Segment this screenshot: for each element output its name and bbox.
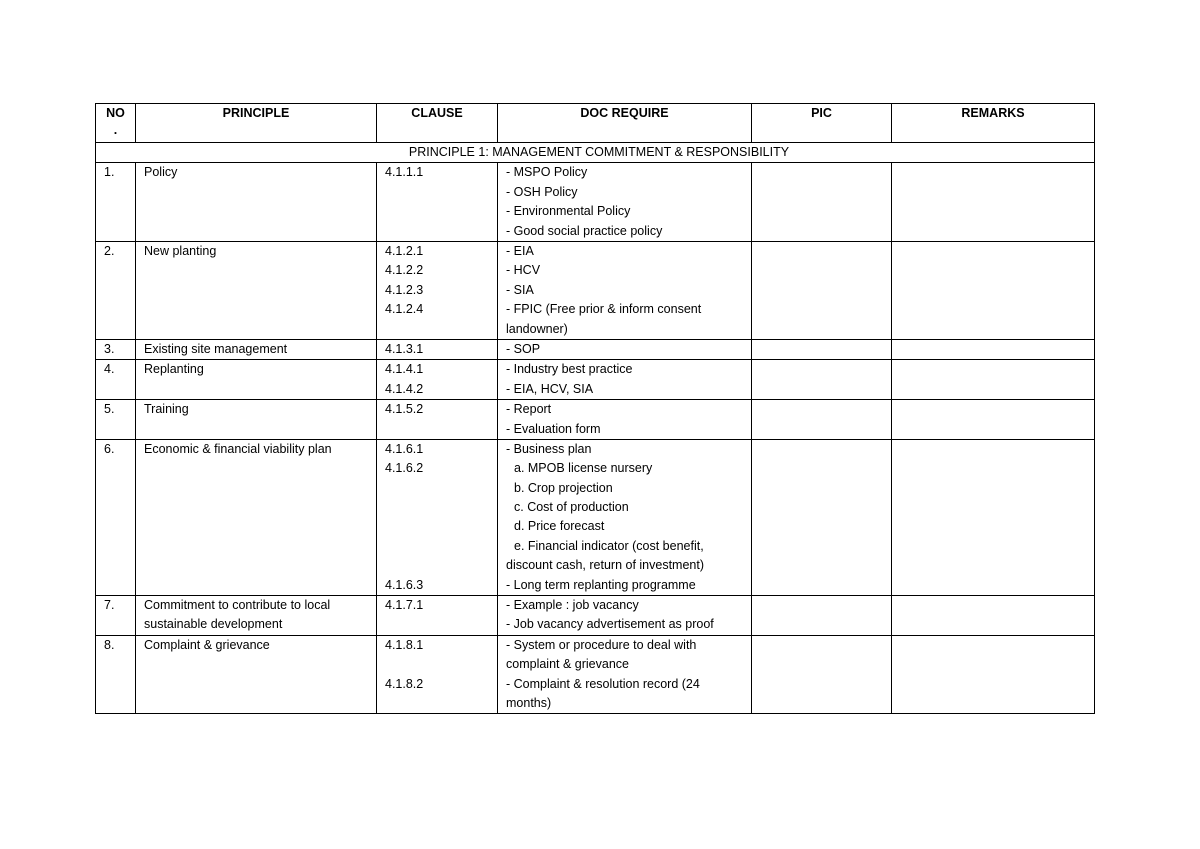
doc-item: - System or procedure to deal with	[506, 637, 697, 652]
doc-item: - SOP	[506, 341, 541, 356]
principle-text: New planting	[144, 243, 217, 258]
row-number: 6.	[96, 439, 136, 595]
header-remarks: REMARKS	[892, 104, 1095, 143]
remarks-cell	[892, 241, 1095, 339]
principle-cell	[136, 635, 377, 714]
remarks-cell	[892, 360, 1095, 400]
doc-item: - Job vacancy advertisement as proof	[506, 617, 714, 632]
principle-text: Policy	[144, 165, 178, 180]
principle-cell	[136, 360, 377, 400]
clause-number: 4.1.6.1	[385, 441, 424, 456]
header-row	[96, 104, 1095, 143]
table-row	[96, 635, 1095, 714]
doc-item: - Evaluation form	[506, 421, 601, 436]
clause-number: 4.1.5.2	[385, 402, 424, 417]
principle-cell	[136, 241, 377, 339]
clause-cell	[377, 360, 498, 400]
principle-text: Replanting	[144, 362, 204, 377]
doc-item: - Business plan	[506, 441, 592, 456]
doc-require-cell	[498, 339, 752, 359]
row-number: 3.	[96, 339, 136, 359]
doc-item: - EIA, HCV, SIA	[506, 381, 594, 396]
doc-item: - OSH Policy	[506, 184, 578, 199]
principle-text: Commitment to contribute to local	[144, 598, 331, 613]
clause-cell	[377, 339, 498, 359]
header-doc-require: DOC REQUIRE	[498, 104, 752, 143]
doc-require-cell	[498, 635, 752, 714]
section-title: PRINCIPLE 1: MANAGEMENT COMMITMENT & RESPONSIBILITY	[96, 143, 1095, 163]
clause-number: 4.1.8.1	[385, 637, 424, 652]
table-row	[96, 241, 1095, 339]
table-row	[96, 400, 1095, 440]
principle-text: Complaint & grievance	[144, 637, 270, 652]
clause-number: 4.1.2.4	[385, 302, 424, 317]
pic-cell	[752, 635, 892, 714]
row-number: 2.	[96, 241, 136, 339]
clause-cell	[377, 439, 498, 595]
doc-item: - Industry best practice	[506, 362, 633, 377]
clause-number: 4.1.3.1	[385, 341, 424, 356]
principle-text: Economic & financial viability plan	[144, 441, 332, 456]
clause-cell	[377, 635, 498, 714]
table-row	[96, 596, 1095, 636]
clause-number: 4.1.7.1	[385, 598, 424, 613]
doc-subitem: c. Cost of production	[514, 500, 629, 515]
row-number: 1.	[96, 163, 136, 242]
pic-cell	[752, 596, 892, 636]
clause-number: 4.1.6.2	[385, 461, 424, 476]
clause-gap	[385, 498, 497, 517]
clause-number: 4.1.2.3	[385, 282, 424, 297]
clause-number: 4.1.4.2	[385, 381, 424, 396]
doc-subitem: d. Price forecast	[514, 519, 605, 534]
pic-cell	[752, 339, 892, 359]
clause-number: 4.1.2.1	[385, 243, 424, 258]
clause-number: 4.1.6.3	[385, 577, 424, 592]
remarks-cell	[892, 163, 1095, 242]
clause-gap	[385, 479, 497, 498]
doc-item: - Environmental Policy	[506, 204, 631, 219]
clause-cell	[377, 241, 498, 339]
principle-text: sustainable development	[144, 617, 283, 632]
section-row	[96, 143, 1095, 163]
checklist-table	[95, 103, 1095, 714]
clause-gap	[385, 556, 497, 575]
table-row	[96, 163, 1095, 242]
doc-item: landowner)	[506, 321, 568, 336]
doc-item: - HCV	[506, 263, 541, 278]
header-no-dot: .	[113, 123, 118, 138]
doc-item: discount cash, return of investment)	[506, 558, 705, 573]
remarks-cell	[892, 439, 1095, 595]
doc-require-cell	[498, 241, 752, 339]
pic-cell	[752, 400, 892, 440]
pic-cell	[752, 439, 892, 595]
doc-item: - MSPO Policy	[506, 165, 588, 180]
principle-cell	[136, 163, 377, 242]
table-row	[96, 360, 1095, 400]
header-no-label: NO	[106, 106, 125, 120]
pic-cell	[752, 241, 892, 339]
doc-item: - SIA	[506, 282, 534, 297]
clause-number: 4.1.1.1	[385, 165, 424, 180]
remarks-cell	[892, 400, 1095, 440]
doc-item: - Good social practice policy	[506, 223, 663, 238]
table-row	[96, 439, 1095, 595]
doc-item: - Long term replanting programme	[506, 577, 696, 592]
doc-item: - FPIC (Free prior & inform consent	[506, 302, 702, 317]
header-no	[96, 104, 136, 143]
remarks-cell	[892, 596, 1095, 636]
principle-text: Existing site management	[144, 341, 288, 356]
doc-require-cell	[498, 163, 752, 242]
clause-number: 4.1.8.2	[385, 676, 424, 691]
row-number: 4.	[96, 360, 136, 400]
table-row	[96, 339, 1095, 359]
header-clause: CLAUSE	[377, 104, 498, 143]
doc-subitem: b. Crop projection	[514, 480, 613, 495]
row-number: 5.	[96, 400, 136, 440]
principle-cell	[136, 339, 377, 359]
doc-require-cell	[498, 439, 752, 595]
clause-cell	[377, 163, 498, 242]
principle-text: Training	[144, 402, 189, 417]
doc-require-cell	[498, 596, 752, 636]
clause-gap	[385, 655, 497, 674]
doc-subitem: e. Financial indicator (cost benefit,	[514, 538, 704, 553]
doc-item: complaint & grievance	[506, 657, 629, 672]
principle-cell	[136, 400, 377, 440]
doc-item: - Example : job vacancy	[506, 598, 639, 613]
header-pic: PIC	[752, 104, 892, 143]
row-number: 7.	[96, 596, 136, 636]
doc-item: - Complaint & resolution record (24	[506, 676, 700, 691]
principle-cell	[136, 596, 377, 636]
remarks-cell	[892, 339, 1095, 359]
pic-cell	[752, 360, 892, 400]
doc-require-cell	[498, 400, 752, 440]
doc-item: months)	[506, 695, 552, 710]
doc-require-cell	[498, 360, 752, 400]
clause-number: 4.1.4.1	[385, 362, 424, 377]
row-number: 8.	[96, 635, 136, 714]
clause-cell	[377, 400, 498, 440]
pic-cell	[752, 163, 892, 242]
clause-gap	[385, 537, 497, 556]
clause-gap	[385, 517, 497, 536]
doc-item: - EIA	[506, 243, 534, 258]
doc-item: - Report	[506, 402, 552, 417]
header-principle: PRINCIPLE	[136, 104, 377, 143]
doc-subitem: a. MPOB license nursery	[514, 461, 653, 476]
principle-cell	[136, 439, 377, 595]
remarks-cell	[892, 635, 1095, 714]
clause-number: 4.1.2.2	[385, 263, 424, 278]
clause-cell	[377, 596, 498, 636]
